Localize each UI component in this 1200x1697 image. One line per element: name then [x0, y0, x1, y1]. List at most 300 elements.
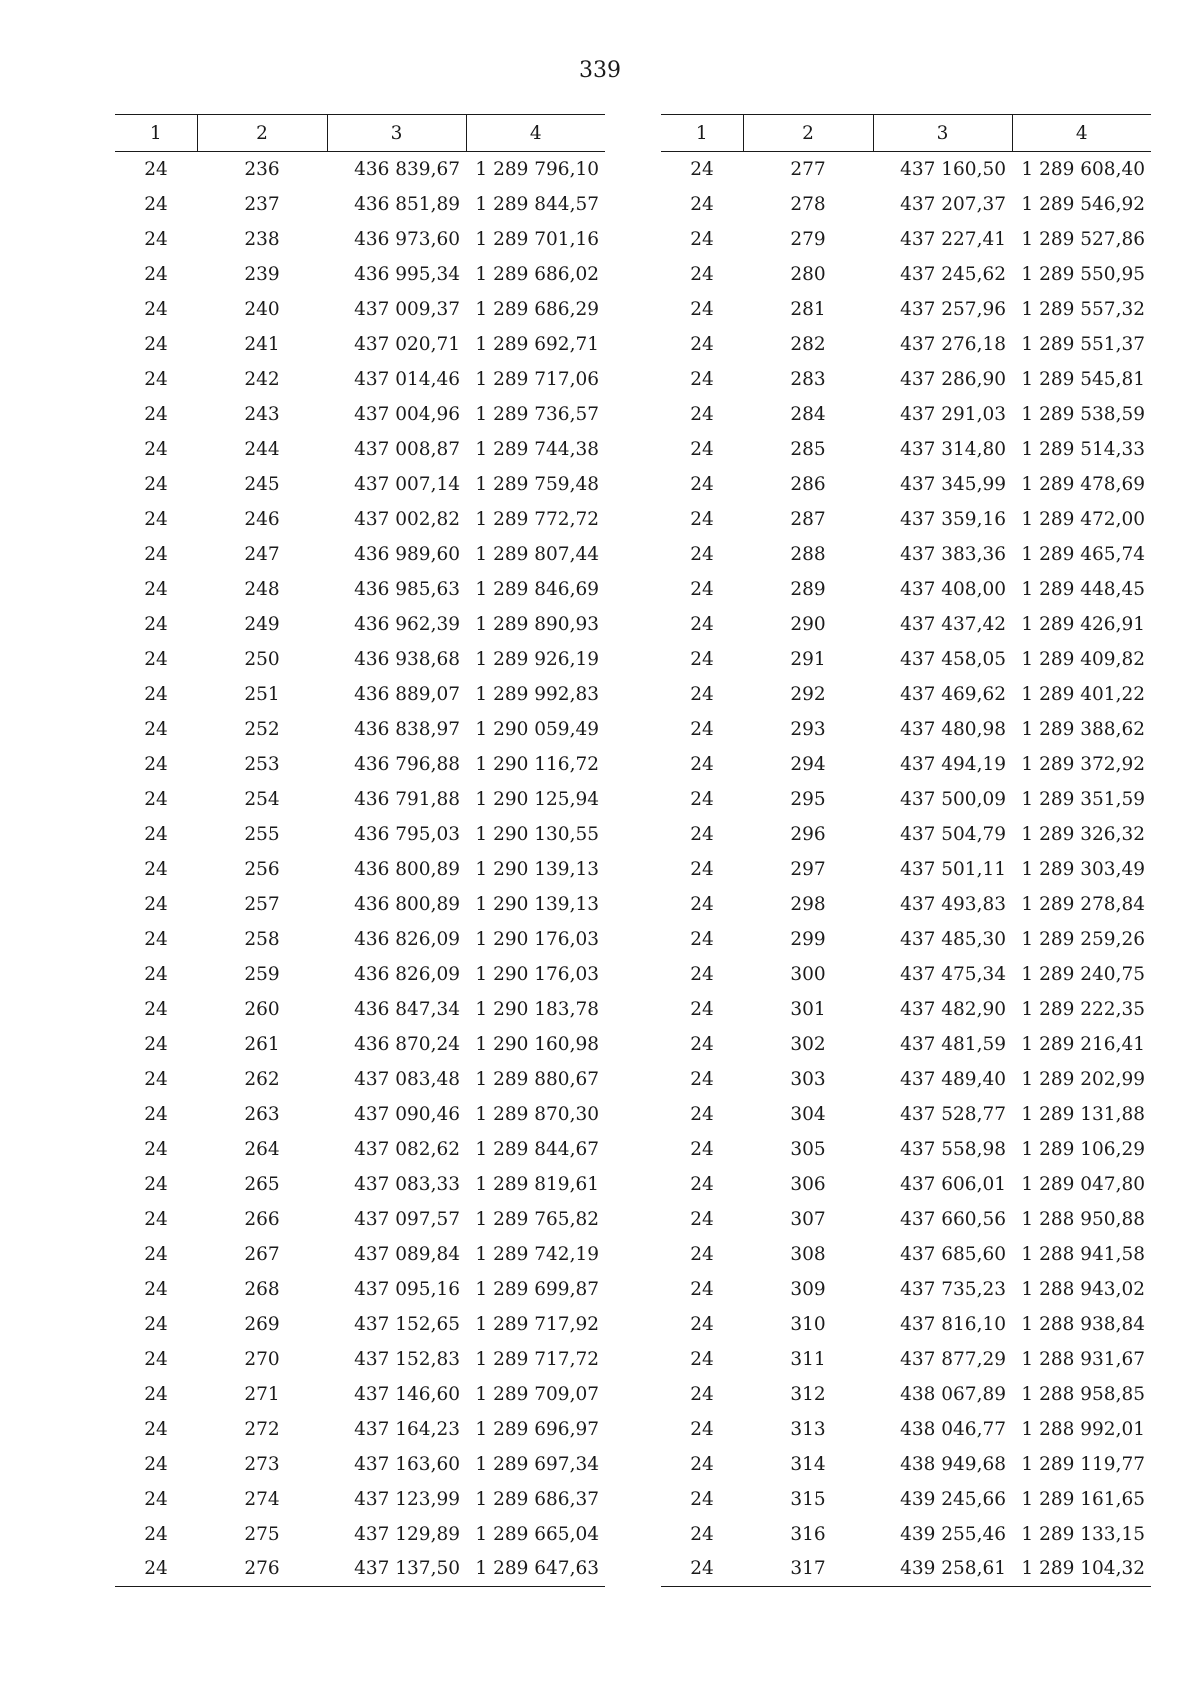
point-number-cell: 242	[244, 368, 280, 390]
point-number-cell: 312	[790, 1383, 826, 1405]
y-coordinate-cell: 1 289 104,32	[1012, 1552, 1151, 1587]
y-coordinate-cell: 1 289 717,72	[475, 1348, 599, 1370]
x-coordinate-cell: 437 735,23	[900, 1278, 1006, 1300]
table-row	[115, 642, 605, 677]
point-number-cell: 306	[790, 1173, 826, 1195]
table-row	[115, 817, 605, 852]
point-number-cell: 282	[790, 333, 826, 355]
x-coordinate-cell: 438 046,77	[900, 1418, 1006, 1440]
zone-cell: 24	[144, 823, 168, 845]
x-coordinate-cell: 437 245,62	[900, 263, 1006, 285]
x-coordinate-cell: 437 129,89	[354, 1523, 460, 1545]
y-coordinate-cell: 1 288 941,58	[1021, 1243, 1145, 1265]
point-number-cell: 239	[244, 263, 280, 285]
y-coordinate-cell: 1 289 759,48	[475, 473, 599, 495]
table-row	[661, 957, 1151, 992]
table-row	[115, 1307, 605, 1342]
point-number-cell: 264	[244, 1138, 280, 1160]
y-coordinate-cell: 1 289 514,33	[1021, 438, 1145, 460]
point-number-cell: 309	[790, 1278, 826, 1300]
point-number-cell: 257	[244, 893, 280, 915]
x-coordinate-cell: 436 796,88	[354, 753, 460, 775]
y-coordinate-cell: 1 289 807,44	[475, 543, 599, 565]
zone-cell: 24	[144, 543, 168, 565]
x-coordinate-cell: 437 359,16	[900, 508, 1006, 530]
column-header-4: 4	[1012, 115, 1151, 152]
zone-cell: 24	[144, 683, 168, 705]
x-coordinate-cell: 437 227,41	[900, 228, 1006, 250]
y-coordinate-cell: 1 289 131,88	[1021, 1103, 1145, 1125]
point-number-cell: 287	[790, 508, 826, 530]
table-body-left	[115, 152, 605, 1587]
column-header-2: 2	[743, 115, 873, 152]
y-coordinate-cell: 1 289 161,65	[1021, 1488, 1145, 1510]
zone-cell: 24	[690, 368, 714, 390]
y-coordinate-cell: 1 289 697,34	[475, 1453, 599, 1475]
table-row	[661, 1132, 1151, 1167]
table-row	[115, 1447, 605, 1482]
point-number-cell: 295	[790, 788, 826, 810]
y-coordinate-cell: 1 289 890,93	[475, 613, 599, 635]
zone-cell: 24	[144, 333, 168, 355]
y-coordinate-cell: 1 289 047,80	[1021, 1173, 1145, 1195]
zone-cell: 24	[690, 1068, 714, 1090]
zone-cell: 24	[690, 823, 714, 845]
point-number-cell: 308	[790, 1243, 826, 1265]
table-row	[661, 1552, 1151, 1587]
zone-cell: 24	[144, 368, 168, 390]
y-coordinate-cell: 1 288 992,01	[1021, 1418, 1145, 1440]
point-number-cell: 296	[790, 823, 826, 845]
table-row	[115, 852, 605, 887]
table-row	[115, 1202, 605, 1237]
y-coordinate-cell: 1 289 372,92	[1021, 753, 1145, 775]
zone-cell: 24	[144, 1033, 168, 1055]
point-number-cell: 298	[790, 893, 826, 915]
y-coordinate-cell: 1 289 478,69	[1021, 473, 1145, 495]
table-row	[661, 537, 1151, 572]
table-row	[115, 1342, 605, 1377]
table-row	[115, 362, 605, 397]
table-row	[661, 1062, 1151, 1097]
zone-cell: 24	[690, 1453, 714, 1475]
x-coordinate-cell: 436 985,63	[354, 578, 460, 600]
zone-cell: 24	[144, 718, 168, 740]
zone-cell: 24	[144, 1208, 168, 1230]
x-coordinate-cell: 437 314,80	[900, 438, 1006, 460]
x-coordinate-cell: 437 090,46	[354, 1103, 460, 1125]
point-number-cell: 263	[244, 1103, 280, 1125]
y-coordinate-cell: 1 289 701,16	[475, 228, 599, 250]
point-number-cell: 307	[790, 1208, 826, 1230]
zone-cell: 24	[690, 403, 714, 425]
y-coordinate-cell: 1 289 692,71	[475, 333, 599, 355]
page-number: 339	[579, 58, 621, 83]
point-number-cell: 303	[790, 1068, 826, 1090]
table-row	[115, 1062, 605, 1097]
zone-cell: 24	[690, 928, 714, 950]
y-coordinate-cell: 1 289 717,92	[475, 1313, 599, 1335]
x-coordinate-cell: 437 485,30	[900, 928, 1006, 950]
y-coordinate-cell: 1 289 278,84	[1021, 893, 1145, 915]
coordinates-table-left	[115, 114, 605, 1587]
x-coordinate-cell: 436 800,89	[354, 858, 460, 880]
table-header-row	[661, 115, 1151, 152]
point-number-cell: 245	[244, 473, 280, 495]
point-number-cell: 294	[790, 753, 826, 775]
table-row	[661, 292, 1151, 327]
y-coordinate-cell: 1 289 844,57	[475, 193, 599, 215]
point-number-cell: 293	[790, 718, 826, 740]
point-number-cell: 297	[790, 858, 826, 880]
zone-cell: 24	[690, 893, 714, 915]
point-number-cell: 291	[790, 648, 826, 670]
zone-cell: 24	[144, 1313, 168, 1335]
y-coordinate-cell: 1 289 259,26	[1021, 928, 1145, 950]
table-row	[115, 1132, 605, 1167]
zone-cell: 24	[144, 438, 168, 460]
table-row	[661, 1097, 1151, 1132]
y-coordinate-cell: 1 289 696,97	[475, 1418, 599, 1440]
table-row	[661, 1237, 1151, 1272]
point-number-cell: 262	[244, 1068, 280, 1090]
x-coordinate-cell: 437 257,96	[900, 298, 1006, 320]
column-header-3: 3	[873, 115, 1012, 152]
y-coordinate-cell: 1 290 176,03	[475, 928, 599, 950]
table-row	[115, 397, 605, 432]
table-row	[661, 1202, 1151, 1237]
table-body-right	[661, 152, 1151, 1587]
y-coordinate-cell: 1 289 538,59	[1021, 403, 1145, 425]
y-coordinate-cell: 1 289 686,02	[475, 263, 599, 285]
point-number-cell: 290	[790, 613, 826, 635]
point-number-cell: 273	[244, 1453, 280, 1475]
zone-cell: 24	[690, 1383, 714, 1405]
x-coordinate-cell: 436 973,60	[354, 228, 460, 250]
y-coordinate-cell: 1 288 931,67	[1021, 1348, 1145, 1370]
zone-cell: 24	[690, 438, 714, 460]
x-coordinate-cell: 437 475,34	[900, 963, 1006, 985]
zone-cell: 24	[144, 963, 168, 985]
y-coordinate-cell: 1 288 938,84	[1021, 1313, 1145, 1335]
x-coordinate-cell: 439 258,61	[873, 1552, 1012, 1587]
coordinates-table-right	[661, 114, 1151, 1587]
y-coordinate-cell: 1 289 472,00	[1021, 508, 1145, 530]
x-coordinate-cell: 437 083,48	[354, 1068, 460, 1090]
point-number-cell: 252	[244, 718, 280, 740]
zone-cell: 24	[144, 928, 168, 950]
y-coordinate-cell: 1 289 880,67	[475, 1068, 599, 1090]
point-number-cell: 267	[244, 1243, 280, 1265]
point-number-cell: 261	[244, 1033, 280, 1055]
y-coordinate-cell: 1 290 176,03	[475, 963, 599, 985]
x-coordinate-cell: 436 791,88	[354, 788, 460, 810]
zone-cell: 24	[144, 228, 168, 250]
zone-cell: 24	[690, 1173, 714, 1195]
point-number-cell: 244	[244, 438, 280, 460]
x-coordinate-cell: 437 083,33	[354, 1173, 460, 1195]
y-coordinate-cell: 1 289 409,82	[1021, 648, 1145, 670]
point-number-cell: 279	[790, 228, 826, 250]
table-row	[661, 152, 1151, 187]
zone-cell: 24	[144, 1173, 168, 1195]
y-coordinate-cell: 1 289 686,29	[475, 298, 599, 320]
point-number-cell: 256	[244, 858, 280, 880]
table-row	[115, 712, 605, 747]
y-coordinate-cell: 1 289 608,40	[1021, 158, 1145, 180]
table-row	[115, 1377, 605, 1412]
table-row	[661, 607, 1151, 642]
table-row	[661, 1027, 1151, 1062]
table-row	[661, 1517, 1151, 1552]
zone-cell: 24	[144, 1383, 168, 1405]
zone-cell: 24	[690, 1138, 714, 1160]
zone-cell: 24	[690, 1418, 714, 1440]
zone-cell: 24	[690, 613, 714, 635]
table-row	[661, 327, 1151, 362]
point-number-cell: 250	[244, 648, 280, 670]
zone-cell: 24	[690, 193, 714, 215]
point-number-cell: 248	[244, 578, 280, 600]
table-row	[115, 782, 605, 817]
x-coordinate-cell: 437 152,65	[354, 1313, 460, 1335]
zone-cell: 24	[144, 158, 168, 180]
x-coordinate-cell: 437 469,62	[900, 683, 1006, 705]
table-row	[115, 677, 605, 712]
x-coordinate-cell: 437 146,60	[354, 1383, 460, 1405]
y-coordinate-cell: 1 290 130,55	[475, 823, 599, 845]
table-row	[115, 257, 605, 292]
table-row	[115, 747, 605, 782]
y-coordinate-cell: 1 290 059,49	[475, 718, 599, 740]
x-coordinate-cell: 437 558,98	[900, 1138, 1006, 1160]
x-coordinate-cell: 436 870,24	[354, 1033, 460, 1055]
table-row	[115, 1482, 605, 1517]
point-number-cell: 315	[790, 1488, 826, 1510]
y-coordinate-cell: 1 289 709,07	[475, 1383, 599, 1405]
y-coordinate-cell: 1 289 699,87	[475, 1278, 599, 1300]
x-coordinate-cell: 436 795,03	[354, 823, 460, 845]
x-coordinate-cell: 437 002,82	[354, 508, 460, 530]
point-number-cell: 301	[790, 998, 826, 1020]
point-number-cell: 240	[244, 298, 280, 320]
table-row	[115, 467, 605, 502]
x-coordinate-cell: 436 839,67	[354, 158, 460, 180]
zone-cell: 24	[144, 1068, 168, 1090]
x-coordinate-cell: 437 163,60	[354, 1453, 460, 1475]
point-number-cell: 317	[743, 1552, 873, 1587]
y-coordinate-cell: 1 289 448,45	[1021, 578, 1145, 600]
zone-cell: 24	[690, 1488, 714, 1510]
table-row	[661, 747, 1151, 782]
point-number-cell: 278	[790, 193, 826, 215]
zone-cell: 24	[144, 1453, 168, 1475]
table-row	[661, 257, 1151, 292]
x-coordinate-cell: 437 207,37	[900, 193, 1006, 215]
point-number-cell: 237	[244, 193, 280, 215]
zone-cell: 24	[144, 193, 168, 215]
zone-cell: 24	[690, 158, 714, 180]
y-coordinate-cell: 1 289 992,83	[475, 683, 599, 705]
zone-cell: 24	[144, 473, 168, 495]
x-coordinate-cell: 437 383,36	[900, 543, 1006, 565]
y-coordinate-cell: 1 289 465,74	[1021, 543, 1145, 565]
point-number-cell: 299	[790, 928, 826, 950]
x-coordinate-cell: 437 082,62	[354, 1138, 460, 1160]
point-number-cell: 274	[244, 1488, 280, 1510]
x-coordinate-cell: 437 408,00	[900, 578, 1006, 600]
point-number-cell: 286	[790, 473, 826, 495]
zone-cell: 24	[144, 1523, 168, 1545]
x-coordinate-cell: 436 962,39	[354, 613, 460, 635]
table-row	[661, 922, 1151, 957]
y-coordinate-cell: 1 288 958,85	[1021, 1383, 1145, 1405]
x-coordinate-cell: 436 800,89	[354, 893, 460, 915]
zone-cell: 24	[144, 1103, 168, 1125]
table-row	[115, 1027, 605, 1062]
zone-cell: 24	[690, 788, 714, 810]
x-coordinate-cell: 437 004,96	[354, 403, 460, 425]
point-number-cell: 275	[244, 1523, 280, 1545]
zone-cell: 24	[690, 683, 714, 705]
zone-cell: 24	[690, 1243, 714, 1265]
table-row	[115, 537, 605, 572]
x-coordinate-cell: 436 995,34	[354, 263, 460, 285]
y-coordinate-cell: 1 289 742,19	[475, 1243, 599, 1265]
y-coordinate-cell: 1 289 546,92	[1021, 193, 1145, 215]
point-number-cell: 268	[244, 1278, 280, 1300]
x-coordinate-cell: 437 152,83	[354, 1348, 460, 1370]
zone-cell: 24	[690, 1103, 714, 1125]
x-coordinate-cell: 437 123,99	[354, 1488, 460, 1510]
x-coordinate-cell: 437 480,98	[900, 718, 1006, 740]
x-coordinate-cell: 437 089,84	[354, 1243, 460, 1265]
zone-cell: 24	[144, 788, 168, 810]
point-number-cell: 276	[197, 1552, 327, 1587]
point-number-cell: 243	[244, 403, 280, 425]
y-coordinate-cell: 1 288 943,02	[1021, 1278, 1145, 1300]
point-number-cell: 266	[244, 1208, 280, 1230]
x-coordinate-cell: 438 949,68	[900, 1453, 1006, 1475]
zone-cell: 24	[144, 648, 168, 670]
point-number-cell: 305	[790, 1138, 826, 1160]
x-coordinate-cell: 437 660,56	[900, 1208, 1006, 1230]
table-row	[661, 467, 1151, 502]
y-coordinate-cell: 1 289 686,37	[475, 1488, 599, 1510]
table-row	[115, 152, 605, 187]
table-row	[115, 502, 605, 537]
x-coordinate-cell: 436 847,34	[354, 998, 460, 1020]
y-coordinate-cell: 1 289 846,69	[475, 578, 599, 600]
y-coordinate-cell: 1 289 240,75	[1021, 963, 1145, 985]
x-coordinate-cell: 436 938,68	[354, 648, 460, 670]
y-coordinate-cell: 1 289 202,99	[1021, 1068, 1145, 1090]
x-coordinate-cell: 437 504,79	[900, 823, 1006, 845]
zone-cell: 24	[690, 1313, 714, 1335]
point-number-cell: 241	[244, 333, 280, 355]
table-row	[115, 187, 605, 222]
point-number-cell: 280	[790, 263, 826, 285]
zone-cell: 24	[690, 508, 714, 530]
zone-cell: 24	[690, 1033, 714, 1055]
zone-cell: 24	[690, 578, 714, 600]
point-number-cell: 270	[244, 1348, 280, 1370]
zone-cell: 24	[690, 1208, 714, 1230]
point-number-cell: 249	[244, 613, 280, 635]
y-coordinate-cell: 1 290 139,13	[475, 858, 599, 880]
zone-cell: 24	[690, 263, 714, 285]
column-header-1: 1	[115, 115, 197, 152]
table-row	[115, 1167, 605, 1202]
y-coordinate-cell: 1 290 139,13	[475, 893, 599, 915]
y-coordinate-cell: 1 289 351,59	[1021, 788, 1145, 810]
table-row	[115, 327, 605, 362]
table-row	[115, 1412, 605, 1447]
table-row	[661, 1377, 1151, 1412]
table-row	[661, 1412, 1151, 1447]
x-coordinate-cell: 436 838,97	[354, 718, 460, 740]
table-row	[661, 1272, 1151, 1307]
y-coordinate-cell: 1 289 665,04	[475, 1523, 599, 1545]
zone-cell: 24	[690, 1278, 714, 1300]
zone-cell: 24	[690, 333, 714, 355]
table-row	[661, 187, 1151, 222]
zone-cell: 24	[144, 1278, 168, 1300]
point-number-cell: 251	[244, 683, 280, 705]
y-coordinate-cell: 1 289 133,15	[1021, 1523, 1145, 1545]
table-row	[115, 922, 605, 957]
x-coordinate-cell: 436 826,09	[354, 928, 460, 950]
point-number-cell: 310	[790, 1313, 826, 1335]
zone-cell: 24	[690, 1523, 714, 1545]
point-number-cell: 260	[244, 998, 280, 1020]
x-coordinate-cell: 436 851,89	[354, 193, 460, 215]
x-coordinate-cell: 437 685,60	[900, 1243, 1006, 1265]
y-coordinate-cell: 1 290 116,72	[475, 753, 599, 775]
zone-cell: 24	[690, 473, 714, 495]
y-coordinate-cell: 1 289 527,86	[1021, 228, 1145, 250]
y-coordinate-cell: 1 289 717,06	[475, 368, 599, 390]
zone-cell: 24	[144, 578, 168, 600]
zone-cell: 24	[144, 1138, 168, 1160]
table-row	[661, 1447, 1151, 1482]
y-coordinate-cell: 1 289 765,82	[475, 1208, 599, 1230]
table-row	[661, 1307, 1151, 1342]
zone-cell: 24	[144, 893, 168, 915]
column-header-2: 2	[197, 115, 327, 152]
y-coordinate-cell: 1 289 870,30	[475, 1103, 599, 1125]
table-row	[661, 222, 1151, 257]
point-number-cell: 246	[244, 508, 280, 530]
x-coordinate-cell: 437 286,90	[900, 368, 1006, 390]
table-row	[115, 1237, 605, 1272]
y-coordinate-cell: 1 288 950,88	[1021, 1208, 1145, 1230]
x-coordinate-cell: 437 097,57	[354, 1208, 460, 1230]
point-number-cell: 254	[244, 788, 280, 810]
y-coordinate-cell: 1 289 796,10	[475, 158, 599, 180]
point-number-cell: 313	[790, 1418, 826, 1440]
table-row	[661, 992, 1151, 1027]
table-row	[661, 1482, 1151, 1517]
table-row	[661, 432, 1151, 467]
y-coordinate-cell: 1 289 744,38	[475, 438, 599, 460]
x-coordinate-cell: 437 494,19	[900, 753, 1006, 775]
zone-cell: 24	[144, 753, 168, 775]
zone-cell: 24	[144, 508, 168, 530]
zone-cell: 24	[144, 263, 168, 285]
x-coordinate-cell: 437 007,14	[354, 473, 460, 495]
table-row	[115, 292, 605, 327]
